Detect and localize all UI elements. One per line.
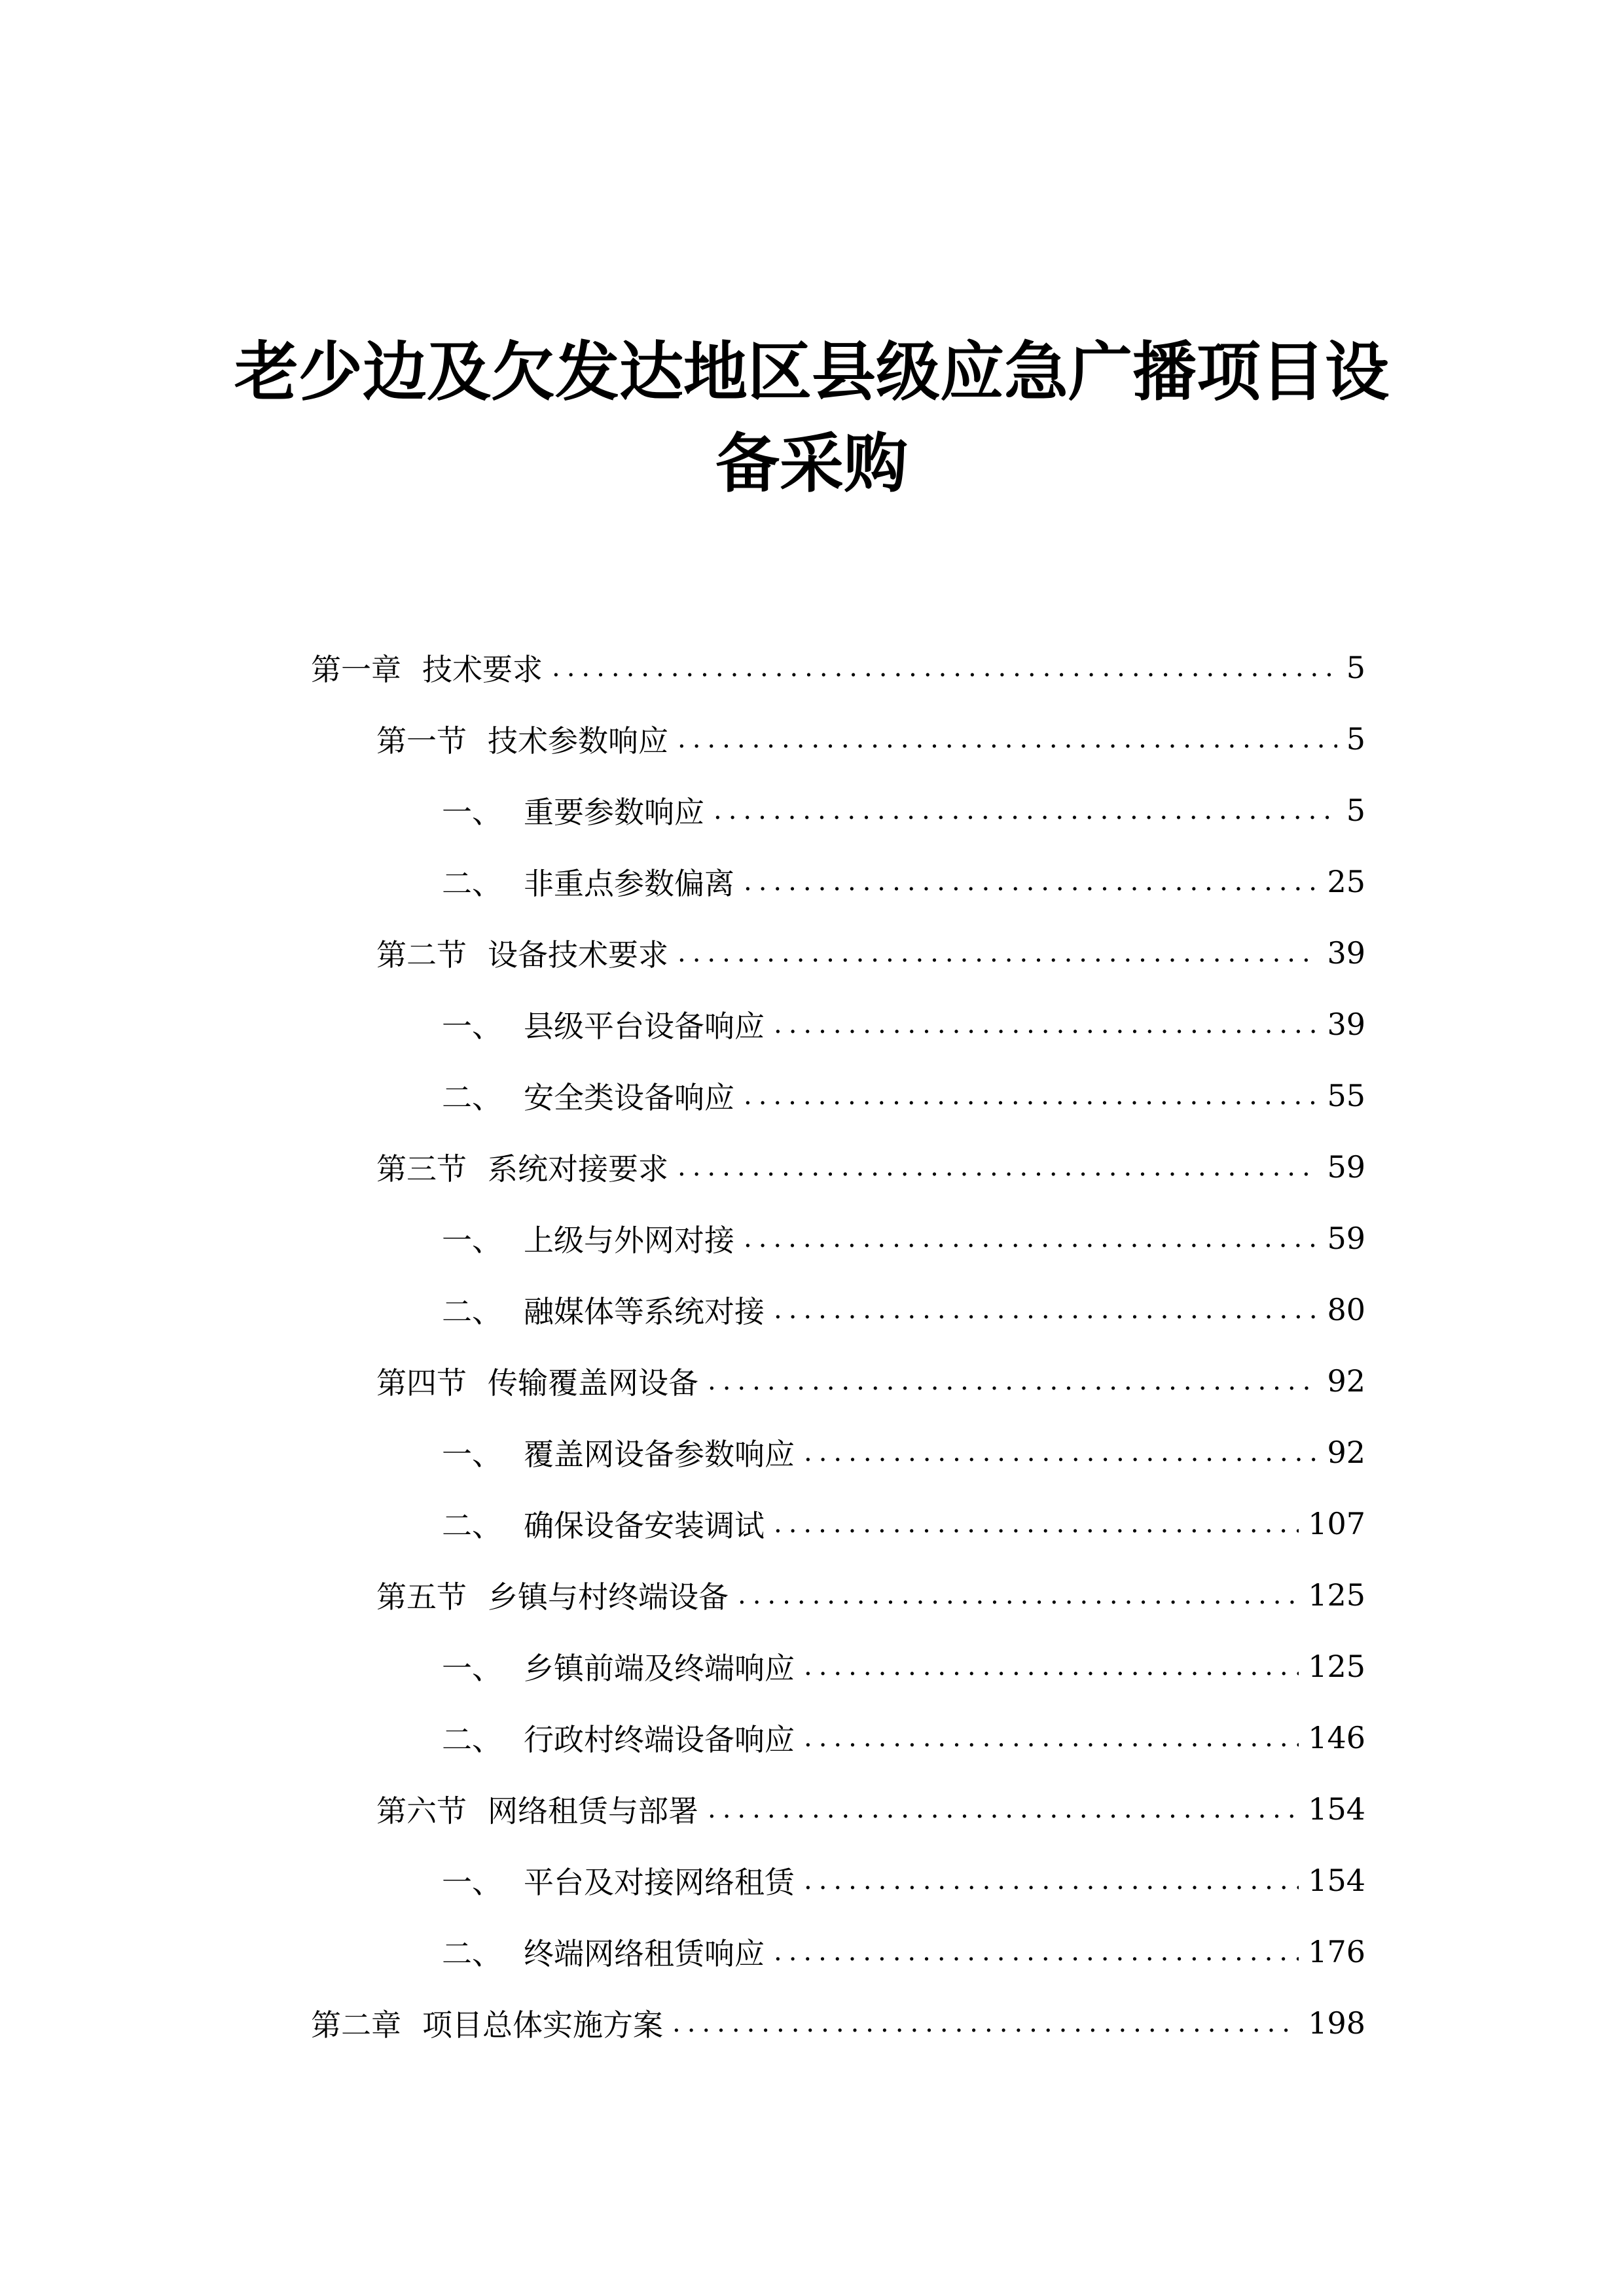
toc-entry-page: 5 xyxy=(1346,721,1365,757)
toc-entry-number: 二、 xyxy=(442,866,502,901)
toc-dot-leader xyxy=(677,933,1318,973)
toc-entry-label: 上级与外网对接 xyxy=(524,1223,734,1258)
toc-entry-page: 154 xyxy=(1308,1791,1365,1827)
toc-entry-label: 技术参数响应 xyxy=(488,723,668,759)
toc-entry-number: 一、 xyxy=(442,1223,502,1258)
toc-dot-leader xyxy=(738,1575,1299,1615)
toc-entry-label: 网络租赁与部署 xyxy=(488,1793,698,1829)
toc-dot-leader xyxy=(744,1076,1318,1115)
toc-entry-subsection[interactable] xyxy=(442,1076,1365,1115)
toc-dot-leader xyxy=(713,791,1337,830)
toc-entry-page: 5 xyxy=(1346,793,1365,828)
toc-entry-page: 80 xyxy=(1327,1292,1365,1327)
toc-entry-number: 第一章 xyxy=(311,652,401,687)
toc-entry-chapter[interactable] xyxy=(311,648,1365,687)
toc-entry-page: 176 xyxy=(1308,1934,1365,1969)
toc-entry-section[interactable] xyxy=(376,1575,1365,1615)
toc-entry-page: 146 xyxy=(1308,1720,1365,1755)
toc-entry-label: 平台及对接网络租赁 xyxy=(524,1865,795,1900)
toc-entry-number: 二、 xyxy=(442,1080,502,1115)
toc-entry-subsection[interactable] xyxy=(442,862,1365,901)
toc-entry-subsection[interactable] xyxy=(442,1219,1365,1258)
toc-entry-number: 一、 xyxy=(442,1651,502,1686)
toc-entry-number: 第二节 xyxy=(376,937,467,973)
toc-entry-number: 一、 xyxy=(442,1437,502,1472)
toc-entry-number: 一、 xyxy=(442,795,502,830)
toc-entry-label: 非重点参数偏离 xyxy=(524,866,734,901)
toc-entry-number: 第一节 xyxy=(376,723,467,759)
toc-entry-page: 125 xyxy=(1308,1649,1365,1684)
toc-entry-number: 二、 xyxy=(442,1294,502,1329)
toc-entry-page: 39 xyxy=(1327,935,1365,971)
toc-dot-leader xyxy=(708,1789,1299,1829)
toc-entry-label: 项目总体实施方案 xyxy=(422,2007,663,2043)
toc-entry-subsection[interactable] xyxy=(442,791,1365,830)
toc-entry-label: 设备技术要求 xyxy=(488,937,668,973)
toc-entry-number: 一、 xyxy=(442,1865,502,1900)
toc-entry-subsection[interactable] xyxy=(442,1861,1365,1900)
toc-dot-leader xyxy=(774,1504,1299,1543)
toc-entry-page: 59 xyxy=(1327,1221,1365,1256)
toc-entry-section[interactable] xyxy=(376,1789,1365,1829)
toc-entry-label: 确保设备安装调试 xyxy=(524,1508,765,1543)
toc-entry-label: 安全类设备响应 xyxy=(524,1080,734,1115)
document-title-line-2: 备采购 xyxy=(715,426,908,501)
toc-entry-label: 融媒体等系统对接 xyxy=(524,1294,765,1329)
toc-entry-label: 技术要求 xyxy=(422,652,543,687)
toc-dot-leader xyxy=(744,1219,1318,1258)
toc-entry-number: 第六节 xyxy=(376,1793,467,1829)
toc-entry-label: 传输覆盖网设备 xyxy=(488,1365,698,1401)
toc-dot-leader xyxy=(552,648,1337,687)
toc-entry-subsection[interactable] xyxy=(442,1504,1365,1543)
toc-entry-page: 154 xyxy=(1308,1863,1365,1898)
toc-dot-leader xyxy=(804,1647,1299,1686)
toc-entry-number: 第三节 xyxy=(376,1151,467,1187)
toc-dot-leader xyxy=(744,862,1318,901)
toc-dot-leader xyxy=(774,1005,1318,1044)
toc-entry-page: 92 xyxy=(1327,1363,1365,1399)
toc-entry-label: 覆盖网设备参数响应 xyxy=(524,1437,795,1472)
toc-entry-section[interactable] xyxy=(376,933,1365,973)
toc-dot-leader xyxy=(672,2003,1299,2043)
toc-entry-page: 39 xyxy=(1327,1007,1365,1042)
toc-dot-leader xyxy=(804,1861,1299,1900)
toc-entry-page: 55 xyxy=(1327,1078,1365,1113)
toc-entry-label: 行政村终端设备响应 xyxy=(524,1722,795,1757)
toc-entry-subsection[interactable] xyxy=(442,1005,1365,1044)
toc-entry-section[interactable] xyxy=(376,1147,1365,1187)
toc-entry-number: 第二章 xyxy=(311,2007,401,2043)
toc-entry-page: 5 xyxy=(1346,650,1365,685)
toc-entry-label: 系统对接要求 xyxy=(488,1151,668,1187)
document-title-line-1: 老少边及欠发达地区县级应急广播项目设 xyxy=(234,334,1389,410)
toc-entry-label: 乡镇与村终端设备 xyxy=(488,1579,729,1615)
toc-entry-subsection[interactable] xyxy=(442,1718,1365,1757)
toc-entry-label: 乡镇前端及终端响应 xyxy=(524,1651,795,1686)
toc-entry-page: 107 xyxy=(1308,1506,1365,1541)
toc-entry-number: 二、 xyxy=(442,1508,502,1543)
toc-dot-leader xyxy=(677,1147,1318,1187)
toc-dot-leader xyxy=(804,1433,1318,1472)
toc-dot-leader xyxy=(677,719,1337,759)
toc-entry-number: 第五节 xyxy=(376,1579,467,1615)
toc-entry-section[interactable] xyxy=(376,719,1365,759)
toc-entry-page: 59 xyxy=(1327,1149,1365,1185)
toc-dot-leader xyxy=(708,1361,1318,1401)
toc-entry-label: 终端网络租赁响应 xyxy=(524,1936,765,1971)
toc-entry-page: 125 xyxy=(1308,1577,1365,1613)
toc-entry-chapter[interactable] xyxy=(311,2003,1365,2043)
toc-entry-section[interactable] xyxy=(376,1361,1365,1401)
toc-dot-leader xyxy=(774,1290,1318,1329)
toc-entry-number: 二、 xyxy=(442,1936,502,1971)
toc-dot-leader xyxy=(804,1718,1299,1757)
toc-entry-label: 县级平台设备响应 xyxy=(524,1009,765,1044)
toc-entry-number: 第四节 xyxy=(376,1365,467,1401)
toc-entry-page: 198 xyxy=(1308,2005,1365,2041)
toc-entry-number: 二、 xyxy=(442,1722,502,1757)
toc-entry-subsection[interactable] xyxy=(442,1647,1365,1686)
toc-entry-subsection[interactable] xyxy=(442,1290,1365,1329)
toc-entry-page: 25 xyxy=(1327,864,1365,899)
toc-dot-leader xyxy=(774,1932,1299,1971)
toc-entry-subsection[interactable] xyxy=(442,1932,1365,1971)
toc-entry-label: 重要参数响应 xyxy=(524,795,704,830)
toc-entry-number: 一、 xyxy=(442,1009,502,1044)
toc-entry-page: 92 xyxy=(1327,1435,1365,1470)
toc-entry-subsection[interactable] xyxy=(442,1433,1365,1472)
